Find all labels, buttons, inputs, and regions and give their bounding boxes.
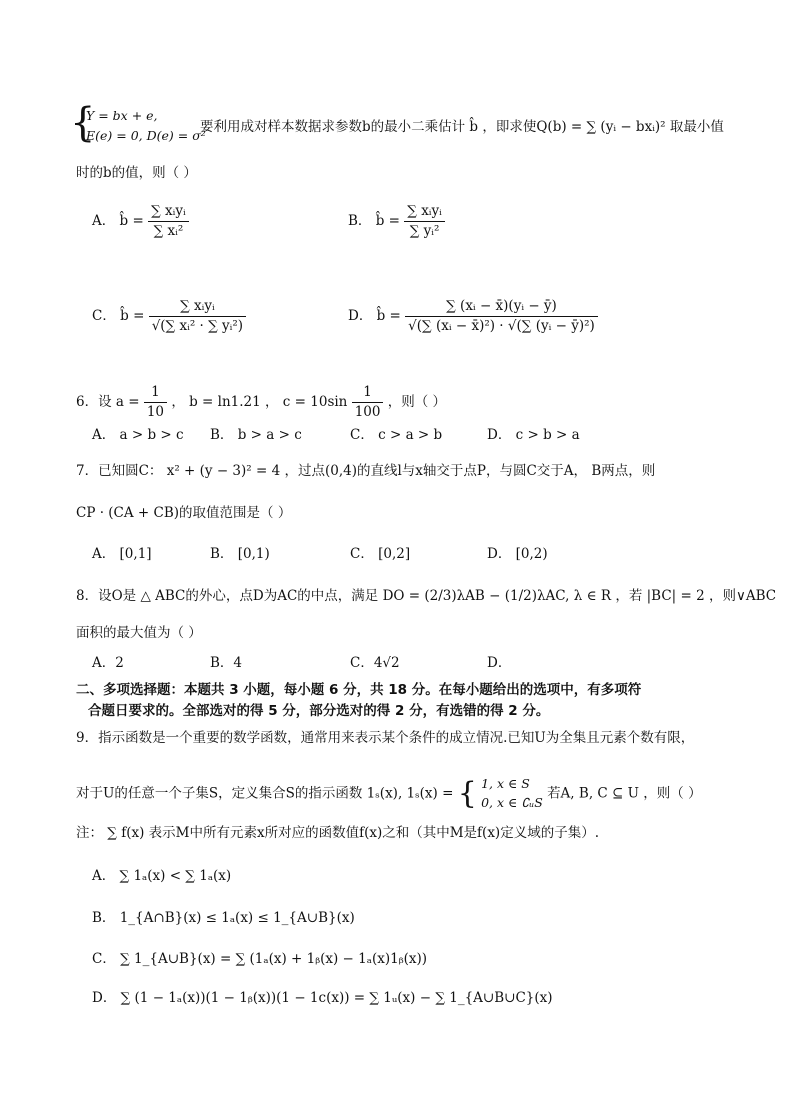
q5-option-a: A． b̂ = $\frac{\text{∑ xᵢyᵢ}}{\text{∑ xᵢ²}}$ (92, 203, 189, 240)
q9-stem-line-2: 对于U的任意一个子集S，定义集合S的指示函数 1ₛ(x), 1ₛ(x) = { 1, x ∈ S 0, x ∈ ∁ᵤS 若A, B, C ⊆ U ，则（ ） (76, 775, 702, 811)
q5-stem-line-2: 时的b的值，则（ ） (76, 165, 197, 181)
q6-a-fraction: $\frac{1}{10}$ (144, 384, 167, 421)
q8-stem-line-2: 面积的最大值为（ ） (76, 625, 202, 641)
system-line-1: Y = bx + e, (86, 108, 158, 123)
q6-option-d: D． c > b > a (487, 427, 580, 443)
q6-c-fraction: $\frac{1}{100}$ (352, 384, 384, 421)
q9-option-a: A． ∑ 1ₐ(x) < ∑ 1ₐ(x) (92, 868, 232, 884)
q9-note: 注： ∑ f(x) 表示M中所有元素x所对应的函数值f(x)之和（其中M是f(x)定义域的子集）. (76, 825, 599, 841)
q7-option-b: B． [0,1) (210, 546, 270, 562)
q7-stem-line-1: 7．已知圆C： x² + (y − 3)² = 4 ，过点(0,4)的直线l与x轴交于点P，与圆C交于A， B两点，则 (76, 463, 656, 479)
q8-stem-line-1: 8．设O是 △ ABC的外心，点D为AC的中点，满足 DO = (2/3)λAB − (1/2)λAC, λ ∈ R ，若 |BC| = 2 ，则∨ABC (76, 588, 777, 604)
section-2-heading-line-1: 二、多项选择题：本题共 3 小题，每小题 6 分，共 18 分。在每小题给出的选项中，有多项符 (76, 682, 642, 698)
q6-option-a: A． a > b > c (92, 427, 184, 443)
q5-option-c-fraction: $\frac{\text{∑ xᵢyᵢ}}{\text{√(∑ xᵢ² · ∑ yᵢ²)}}$ (149, 298, 246, 335)
q9-option-d: D． ∑ (1 − 1ₐ(x))(1 − 1ᵦ(x))(1 − 1c(x)) = ∑ 1ᵤ(x) − ∑ 1_{A∪B∪C}(x) (92, 990, 553, 1006)
q5-option-d: D． b̂ = $\frac{\text{∑ (xᵢ − x̄)(yᵢ − ȳ)}}{\text{√(∑ (xᵢ − x̄)²) · √(∑ (yᵢ − ȳ)²)}}$ (348, 298, 598, 335)
q7-option-d: D． [0,2) (487, 546, 548, 562)
q5-option-b: B． b̂ = $\frac{\text{∑ xᵢyᵢ}}{\text{∑ yᵢ²}}$ (348, 203, 445, 240)
q5-option-c: C． b̂ = $\frac{\text{∑ xᵢyᵢ}}{\text{√(∑ xᵢ² · ∑ yᵢ²)}}$ (92, 298, 246, 335)
q8-option-d: D． (487, 655, 512, 671)
system-brace: { (70, 100, 96, 146)
section-2-heading-line-2: 合题日要求的。全部选对的得 5 分，部分选对的得 2 分，有选错的得 2 分。 (88, 703, 550, 719)
q8-option-c: C．4√2 (350, 655, 400, 671)
q7-stem-line-2: CP · (CA + CB)的取值范围是（ ） (76, 505, 292, 521)
system-line-2: E(e) = 0, D(e) = σ² (86, 128, 206, 143)
piecewise-cases: 1, x ∈ S 0, x ∈ ∁ᵤS (481, 776, 543, 810)
q9-stem-line-1: 9．指示函数是一个重要的数学函数，通常用来表示某个条件的成立情况.已知U为全集且元素个数有限， (76, 730, 695, 746)
q6-stem: 6．设 a = $\frac{1}{10}$ ， b = ln1.21 ， c = 10sin $\frac{1}{100}$ ，则（ ） (76, 384, 447, 420)
q6-option-b: B． b > a > c (210, 427, 302, 443)
q9-option-b: B． 1_{A∩B}(x) ≤ 1ₐ(x) ≤ 1_{A∪B}(x) (92, 910, 355, 926)
q5-option-b-fraction: $\frac{\text{∑ xᵢyᵢ}}{\text{∑ yᵢ²}}$ (404, 203, 445, 240)
q5-stem-line-1: 要利用成对样本数据求参数b的最小二乘估计 b̂ ，即求使Q(b) = ∑ (yᵢ − bxᵢ)² 取最小值 (200, 119, 724, 135)
q7-option-c: C． [0,2] (350, 546, 411, 562)
q8-option-b: B．4 (210, 655, 243, 671)
q6-option-c: C． c > a > b (350, 427, 443, 443)
q5-option-d-fraction: $\frac{\text{∑ (xᵢ − x̄)(yᵢ − ȳ)}}{\text{√(∑ (xᵢ − x̄)²) · √(∑ (yᵢ − ȳ)²)}}$ (405, 298, 598, 335)
q5-option-a-fraction: $\frac{\text{∑ xᵢyᵢ}}{\text{∑ xᵢ²}}$ (148, 203, 189, 240)
case-brace: { (457, 775, 477, 811)
q8-option-a: A．2 (92, 655, 124, 671)
q7-option-a: A． [0,1] (92, 546, 152, 562)
q9-option-c: C． ∑ 1_{A∪B}(x) = ∑ (1ₐ(x) + 1ᵦ(x) − 1ₐ(x)1ᵦ(x)) (92, 951, 428, 967)
